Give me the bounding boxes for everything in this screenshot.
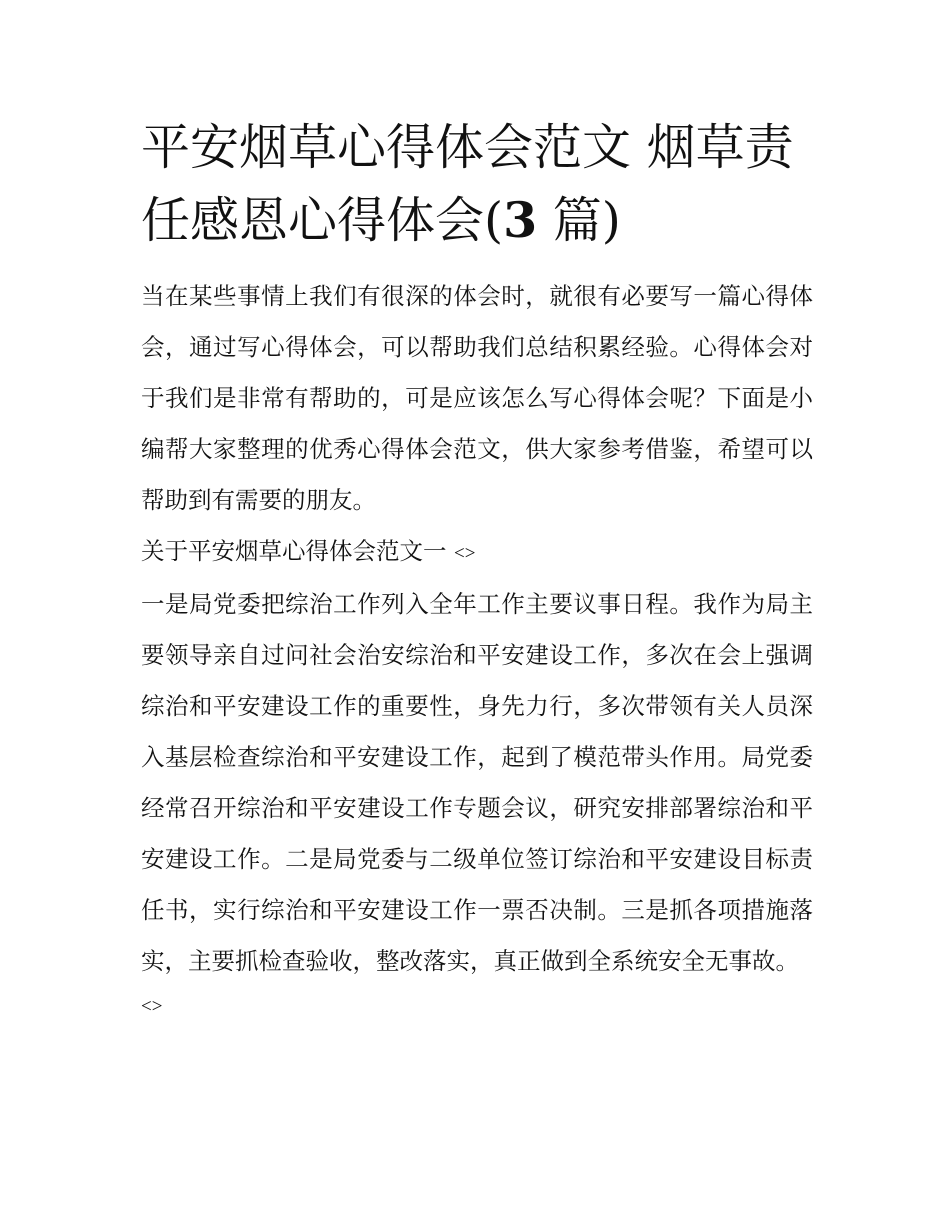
title-count: 3 <box>503 191 538 249</box>
section-heading-marker: <> <box>453 543 476 564</box>
document-title <box>141 112 813 257</box>
end-marker: <> <box>141 996 163 1017</box>
document-content <box>141 112 813 1027</box>
title-text-part2: 篇) <box>537 192 621 249</box>
section-heading <box>141 526 813 579</box>
title-text-part1: 平安烟草心得体会范文 烟草责任感恩心得体会( <box>141 119 794 249</box>
section-heading-text: 关于平安烟草心得体会范文一 <box>141 537 447 565</box>
body-paragraph: 一是局党委把综治工作列入全年工作主要议事日程。我作为局主要领导亲自过问社会治安综治和平安建设工作，多次在会上强调综治和平安建设工作的重要性，身先力行，多次带领有关人员深入基层检查综治和平安建设工作，起到了模范带头作用。局党委经常召开综治和平安建设工作专题会议，研究安排部署综治和平安建设工作。二是局党委与二级单位签订综治和平安建设目标责任书，实行综治和平安建设工作一票否决制。三是抓各项措施落实，主要抓检查验收，整改落实，真正做到全系统安全无事故。 <box>141 590 813 975</box>
intro-paragraph: 当在某些事情上我们有很深的体会时，就很有必要写一篇心得体会，通过写心得体会，可以帮助我们总结积累经验。心得体会对于我们是非常有帮助的，可是应该怎么写心得体会呢？下面是小编帮大家整理的优秀心得体会范文，供大家参考借鉴，希望可以帮助到有需要的朋友。 <box>141 282 813 514</box>
